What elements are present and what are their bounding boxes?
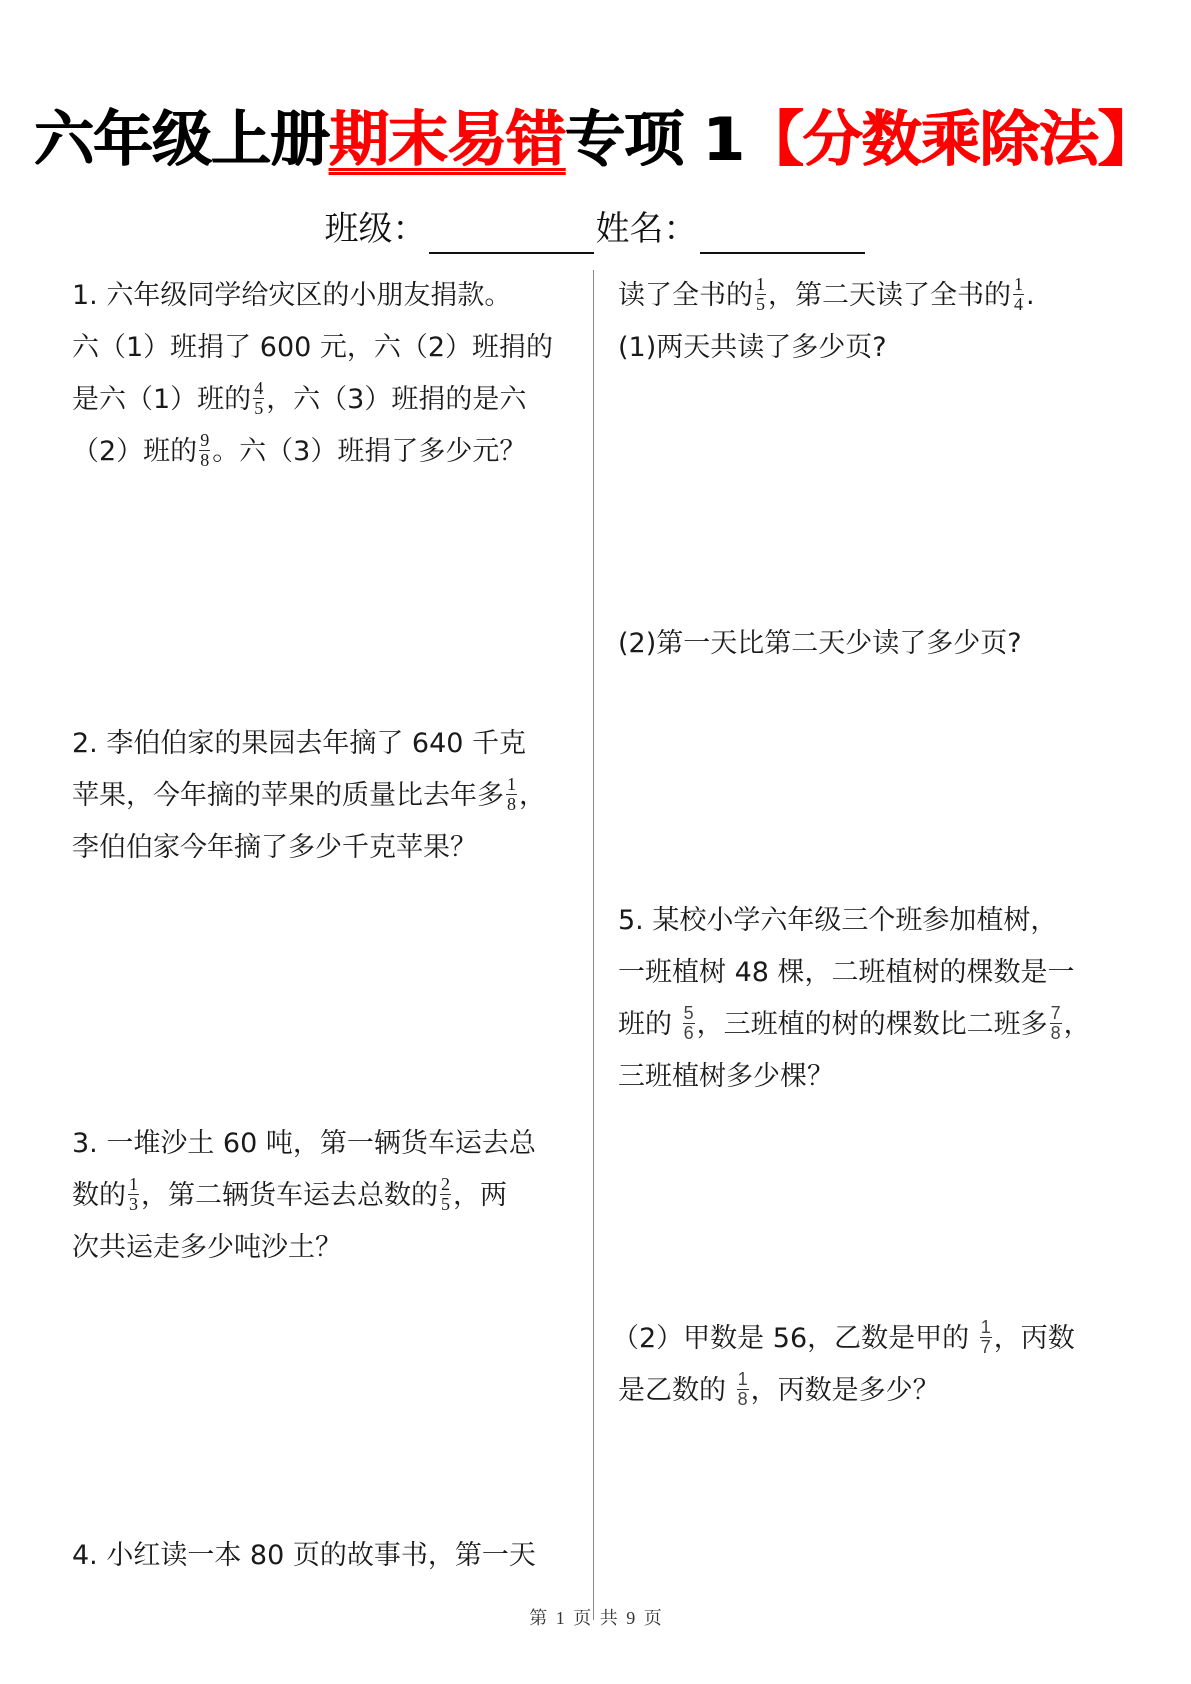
q3-text: 数的 bbox=[72, 1180, 126, 1211]
title-grade: 六年级上册 bbox=[34, 105, 330, 175]
page-number: 第 1 页 共 9 页 bbox=[529, 1608, 662, 1628]
question-6 bbox=[612, 1313, 1075, 1417]
q5-text: ，三班植的树的棵数比二班多 bbox=[696, 1009, 1048, 1040]
question-4 bbox=[72, 1530, 536, 1582]
q1-text: ，六（3）班捐的是六 bbox=[266, 384, 527, 415]
numerator: 1 bbox=[507, 774, 516, 794]
q4-sub-1: (1)两天共读了多少页? bbox=[618, 332, 887, 363]
fraction bbox=[1050, 1004, 1062, 1043]
q3-line-3: 次共运走多少吨沙土？ bbox=[72, 1232, 342, 1263]
question-4-continued bbox=[618, 270, 1035, 374]
q6-text: ，丙数是多少？ bbox=[750, 1375, 940, 1406]
q6-text: ，丙数 bbox=[993, 1323, 1075, 1354]
question-3 bbox=[72, 1118, 536, 1274]
q1-text: 。六（3）班捐了多少元？ bbox=[212, 436, 527, 467]
q2-line-3: 李伯伯家今年摘了多少千克苹果？ bbox=[72, 832, 477, 863]
denominator: 5 bbox=[441, 1194, 450, 1214]
numerator: 1 bbox=[756, 274, 765, 294]
denominator: 5 bbox=[756, 294, 765, 314]
q5-line-4: 三班植树多少棵？ bbox=[618, 1061, 834, 1092]
denominator: 8 bbox=[1050, 1023, 1061, 1043]
denominator: 7 bbox=[980, 1337, 991, 1357]
denominator: 5 bbox=[254, 398, 264, 418]
title-special: 专项 1 bbox=[565, 105, 744, 175]
question-2 bbox=[72, 718, 546, 874]
q5-text: ， bbox=[1063, 1009, 1091, 1040]
q6-text: （2）甲数是 56，乙数是甲的 bbox=[612, 1323, 978, 1354]
name-field[interactable] bbox=[700, 216, 865, 254]
fraction bbox=[755, 275, 766, 314]
q4-sub-2: (2)第一天比第二天少读了多少页? bbox=[618, 628, 1022, 659]
denominator: 6 bbox=[683, 1023, 694, 1043]
fraction bbox=[1013, 275, 1024, 314]
q4-line-1: 4. 小红读一本 80 页的故事书，第一天 bbox=[72, 1540, 536, 1571]
fraction bbox=[128, 1175, 139, 1214]
q6-line-1 bbox=[612, 1313, 1075, 1365]
q5-line-3 bbox=[618, 999, 1091, 1051]
fraction bbox=[737, 1370, 749, 1409]
title-highlight: 期末易错 bbox=[329, 105, 566, 175]
class-field[interactable] bbox=[429, 216, 594, 254]
numerator: 9 bbox=[200, 430, 210, 450]
denominator: 3 bbox=[129, 1194, 138, 1214]
q4-text: . bbox=[1026, 280, 1035, 311]
name-label: 姓名： bbox=[595, 209, 698, 249]
question-5 bbox=[618, 895, 1091, 1103]
fraction bbox=[980, 1318, 992, 1357]
q3-line-2 bbox=[72, 1170, 536, 1222]
q1-line-4 bbox=[72, 426, 553, 478]
column-divider bbox=[593, 270, 594, 1620]
q1-line-2: 六（1）班捐了 600 元，六（2）班捐的 bbox=[72, 332, 554, 363]
q6-text: 是乙数的 bbox=[618, 1375, 735, 1406]
question-1 bbox=[72, 270, 553, 478]
numerator: 1 bbox=[980, 1317, 991, 1337]
fraction bbox=[440, 1175, 451, 1214]
denominator: 4 bbox=[1014, 294, 1023, 314]
numerator: 5 bbox=[683, 1003, 694, 1023]
class-label: 班级： bbox=[324, 209, 427, 249]
q1-text: （2）班的 bbox=[72, 436, 198, 467]
fraction bbox=[506, 775, 517, 814]
numerator: 1 bbox=[129, 1174, 138, 1194]
q4-line-2 bbox=[618, 270, 1035, 322]
q2-line-1: 2. 李伯伯家的果园去年摘了 640 千克 bbox=[72, 728, 527, 759]
numerator: 7 bbox=[1050, 1003, 1061, 1023]
q2-text: ， bbox=[519, 780, 546, 811]
q1-line-3 bbox=[72, 374, 553, 426]
denominator: 8 bbox=[737, 1389, 748, 1409]
fraction bbox=[253, 379, 264, 418]
q1-text: 是六（1）班的 bbox=[72, 384, 252, 415]
page-title bbox=[0, 102, 1191, 178]
q3-text: ，两 bbox=[453, 1180, 507, 1211]
q5-text: 班的 bbox=[618, 1009, 681, 1040]
q3-text: ，第二辆货车运去总数的 bbox=[141, 1180, 438, 1211]
q2-text: 苹果，今年摘的苹果的质量比去年多 bbox=[72, 780, 504, 811]
numerator: 2 bbox=[441, 1174, 450, 1194]
fraction bbox=[199, 431, 210, 470]
numerator: 1 bbox=[1014, 274, 1023, 294]
q1-line-1: 1. 六年级同学给灾区的小朋友捐款。 bbox=[72, 280, 512, 311]
q5-line-1: 5. 某校小学六年级三个班参加植树， bbox=[618, 905, 1058, 936]
title-topic: 【分数乘除法】 bbox=[743, 105, 1157, 175]
q6-line-2 bbox=[612, 1365, 1075, 1417]
fraction bbox=[683, 1004, 695, 1043]
q4-text: ，第二天读了全书的 bbox=[768, 280, 1011, 311]
q3-line-1: 3. 一堆沙土 60 吨，第一辆货车运去总 bbox=[72, 1128, 536, 1159]
denominator: 8 bbox=[507, 794, 516, 814]
q2-line-2 bbox=[72, 770, 546, 822]
q4-text: 读了全书的 bbox=[618, 280, 753, 311]
denominator: 8 bbox=[200, 450, 210, 470]
numerator: 4 bbox=[254, 378, 264, 398]
q5-line-2: 一班植树 48 棵，二班植树的棵数是一 bbox=[618, 957, 1075, 988]
numerator: 1 bbox=[737, 1369, 748, 1389]
student-info bbox=[0, 204, 1191, 254]
